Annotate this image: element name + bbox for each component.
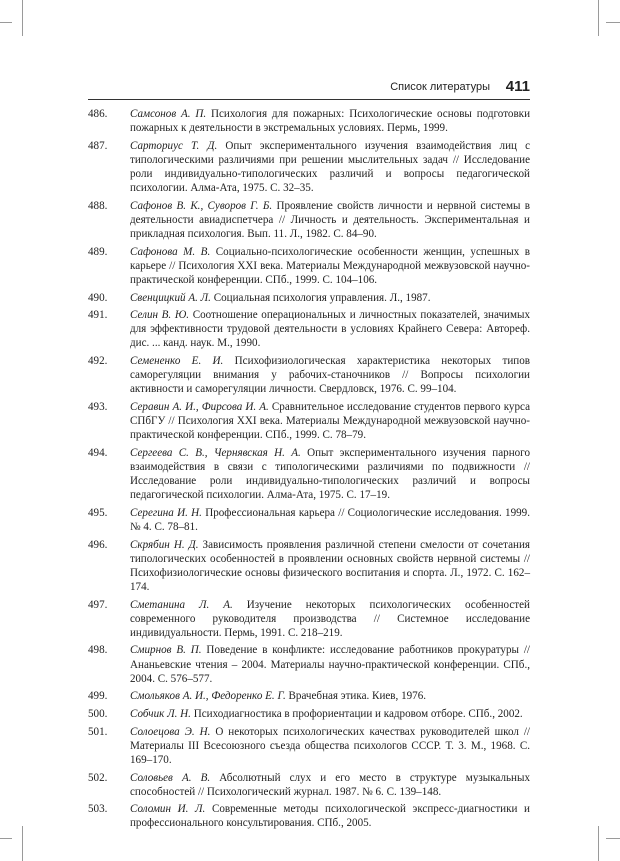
header-rule — [88, 99, 530, 100]
reference-text: Современные методы психологической экспресс-диагностики и профессионального консультирования. СПб., 2005. — [130, 803, 530, 830]
reference-text: Проявление свойств личности и нервной системы в деятельности авиадиспетчера // Личность и деятельность. Экспериментальная и прикладная психология. Вып. 11. Л., 1982. С. 84–90. — [130, 199, 530, 240]
reference-number: 495. — [88, 506, 108, 519]
reference-entry — [88, 354, 530, 396]
reference-author: Смирнов В. П. — [130, 644, 202, 657]
reference-entry — [88, 725, 530, 767]
reference-entry — [88, 199, 530, 241]
crop-mark-top-left-h — [0, 22, 12, 23]
reference-number: 501. — [88, 725, 108, 738]
reference-entry — [88, 689, 530, 703]
reference-number: 492. — [88, 355, 108, 368]
reference-number: 503. — [88, 803, 108, 816]
reference-author: Солоецова Э. Н. — [130, 725, 211, 738]
reference-entry — [88, 291, 530, 305]
reference-entry — [88, 400, 530, 442]
reference-entry — [88, 107, 530, 135]
reference-number: 487. — [88, 139, 108, 152]
reference-author: Свенцицкий А. Л. — [130, 291, 211, 304]
crop-mark-bottom-left-v — [22, 826, 23, 861]
reference-text: Зависимость проявления различной степени смелости от сочетания типологических особенностей в проявлении основных свойств нервной системы // Психофизиологические основы физического воспитания и спорта. Л., 1972. С. 162–174. — [130, 538, 530, 593]
reference-author: Сарториус Т. Д. — [130, 139, 218, 152]
crop-mark-bottom-right-v — [598, 826, 599, 861]
reference-author: Селин В. Ю. — [130, 309, 190, 322]
crop-mark-top-left-v — [22, 0, 23, 36]
reference-author: Сафонова М. В. — [130, 245, 211, 258]
crop-mark-bottom-left-h — [0, 838, 12, 839]
reference-entry — [88, 771, 530, 799]
reference-number: 494. — [88, 446, 108, 459]
reference-author: Собчик Л. Н. — [130, 707, 191, 720]
reference-text: Соотношение операциональных и личностных показателей, значимых для эффективности трудовой деятельности в условиях Крайнего Севера: Автореф. дис. ... канд. наук. М., 1990. — [130, 309, 530, 350]
reference-number: 489. — [88, 245, 108, 258]
reference-text: Врачебная этика. Киев, 1976. — [285, 690, 427, 703]
reference-text: Социальная психология управления. Л., 1987. — [210, 291, 431, 304]
reference-number: 499. — [88, 690, 108, 703]
reference-text: Психология для пожарных: Психологические основы подготовки пожарных к деятельности в экстремальных условиях. Пермь, 1999. — [130, 108, 531, 135]
reference-number: 486. — [88, 108, 108, 120]
running-header-title: Список литературы — [390, 81, 490, 93]
page-number: 411 — [505, 78, 530, 95]
reference-number: 498. — [88, 644, 108, 657]
reference-text: Изучение некоторых психологических особенностей современного руководителя производства // Системное исследование индивидуальности. Пермь, 1991. С. 218–219. — [130, 598, 530, 639]
reference-text: Опыт экспериментального изучения взаимодействия лиц с типологическими различиями при решении мыслительных задач // Исследование роли индивидуально-типологических различий и вопросы педагогической психологии. Алма-Ата, 1975. С. 32–35. — [130, 139, 530, 195]
reference-entry — [88, 538, 530, 594]
reference-number: 500. — [88, 707, 108, 720]
reference-author: Скрябин Н. Д. — [130, 538, 199, 551]
reference-number: 488. — [88, 199, 108, 212]
crop-mark-top-right-h — [606, 22, 620, 23]
reference-number: 491. — [88, 309, 108, 322]
reference-text: Поведение в конфликте: исследование работников прокуратуры // Ананьевские чтения – 2004. Материалы научно-практической конференции. СПб., 2004. С. 576–577. — [130, 644, 530, 685]
reference-entry — [88, 598, 530, 640]
reference-entry — [88, 802, 530, 830]
reference-text: Профессиональная карьера // Социологические исследования. 1999. № 4. С. 78–81. — [130, 506, 530, 533]
crop-mark-top-right-v — [598, 0, 599, 36]
crop-mark-bottom-right-h — [606, 838, 620, 839]
reference-number: 502. — [88, 771, 108, 784]
reference-author: Серегина И. Н. — [130, 506, 202, 519]
reference-entry — [88, 506, 530, 534]
reference-author: Соломин И. Л. — [130, 803, 206, 816]
reference-text: Психодиагностика в профориентации и кадровом отборе. СПб., 2002. — [190, 707, 523, 720]
reference-number: 497. — [88, 598, 108, 611]
reference-author: Соловьев А. В. — [130, 771, 211, 784]
reference-text: Психофизиологическая характеристика некоторых типов саморегуляции внимания у рабочих-станочников // Вопросы психологии активности и саморегуляции личности. Свердловск, 1976. С. 99–104. — [130, 355, 530, 396]
reference-author: Семененко Е. И. — [130, 355, 224, 368]
reference-entry — [88, 643, 530, 685]
reference-text: О некоторых психологических качествах руководителей школ // Материалы III Всесоюзного съезда общества психологов СССР. Т. 3. М., 1968. С. 169–170. — [130, 725, 530, 766]
reference-list — [88, 107, 530, 834]
reference-entry — [88, 139, 530, 195]
reference-number: 493. — [88, 400, 108, 413]
reference-entry — [88, 308, 530, 350]
reference-entry — [88, 707, 530, 721]
reference-text: Опыт экспериментального изучения парного взаимодействия в связи с типологическими различиями по подвижности // Исследование роли индивидуально-типологических различий и вопросы педагогической психологии. Алма-Ата, 1975. С. 17–19. — [130, 446, 530, 502]
running-header — [390, 78, 530, 98]
reference-text: Сравнительное исследование студентов первого курса СПбГУ // Психология XXI века. Материалы Международной межвузовской научно-практической конференции. СПб., 1999. С. 78–79. — [130, 400, 530, 442]
reference-author: Самсонов А. П. — [130, 108, 207, 120]
reference-number: 496. — [88, 538, 108, 551]
reference-text: Социально-психологические особенности женщин, успешных в карьере // Психология XXI века. Материалы Международной межвузовской научно-практической конференции. СПб., 1999. С. 104–106. — [130, 245, 530, 286]
reference-author: Сергеева С. В., Чернявская Н. А. — [130, 446, 301, 459]
reference-author: Смольяков А. И., Федоренко Е. Г. — [130, 690, 286, 703]
reference-author: Сафонов В. К., Суворов Г. Б. — [130, 199, 273, 212]
reference-entry — [88, 446, 530, 502]
reference-entry — [88, 245, 530, 287]
reference-text: Абсолютный слух и его место в структуре музыкальных способностей // Психологический журнал. 1987. № 6. С. 139–148. — [130, 771, 530, 798]
reference-author: Серавин А. И., Фирсова И. А. — [130, 400, 269, 413]
reference-author: Сметанина Л. А. — [130, 598, 233, 611]
reference-number: 490. — [88, 291, 108, 304]
